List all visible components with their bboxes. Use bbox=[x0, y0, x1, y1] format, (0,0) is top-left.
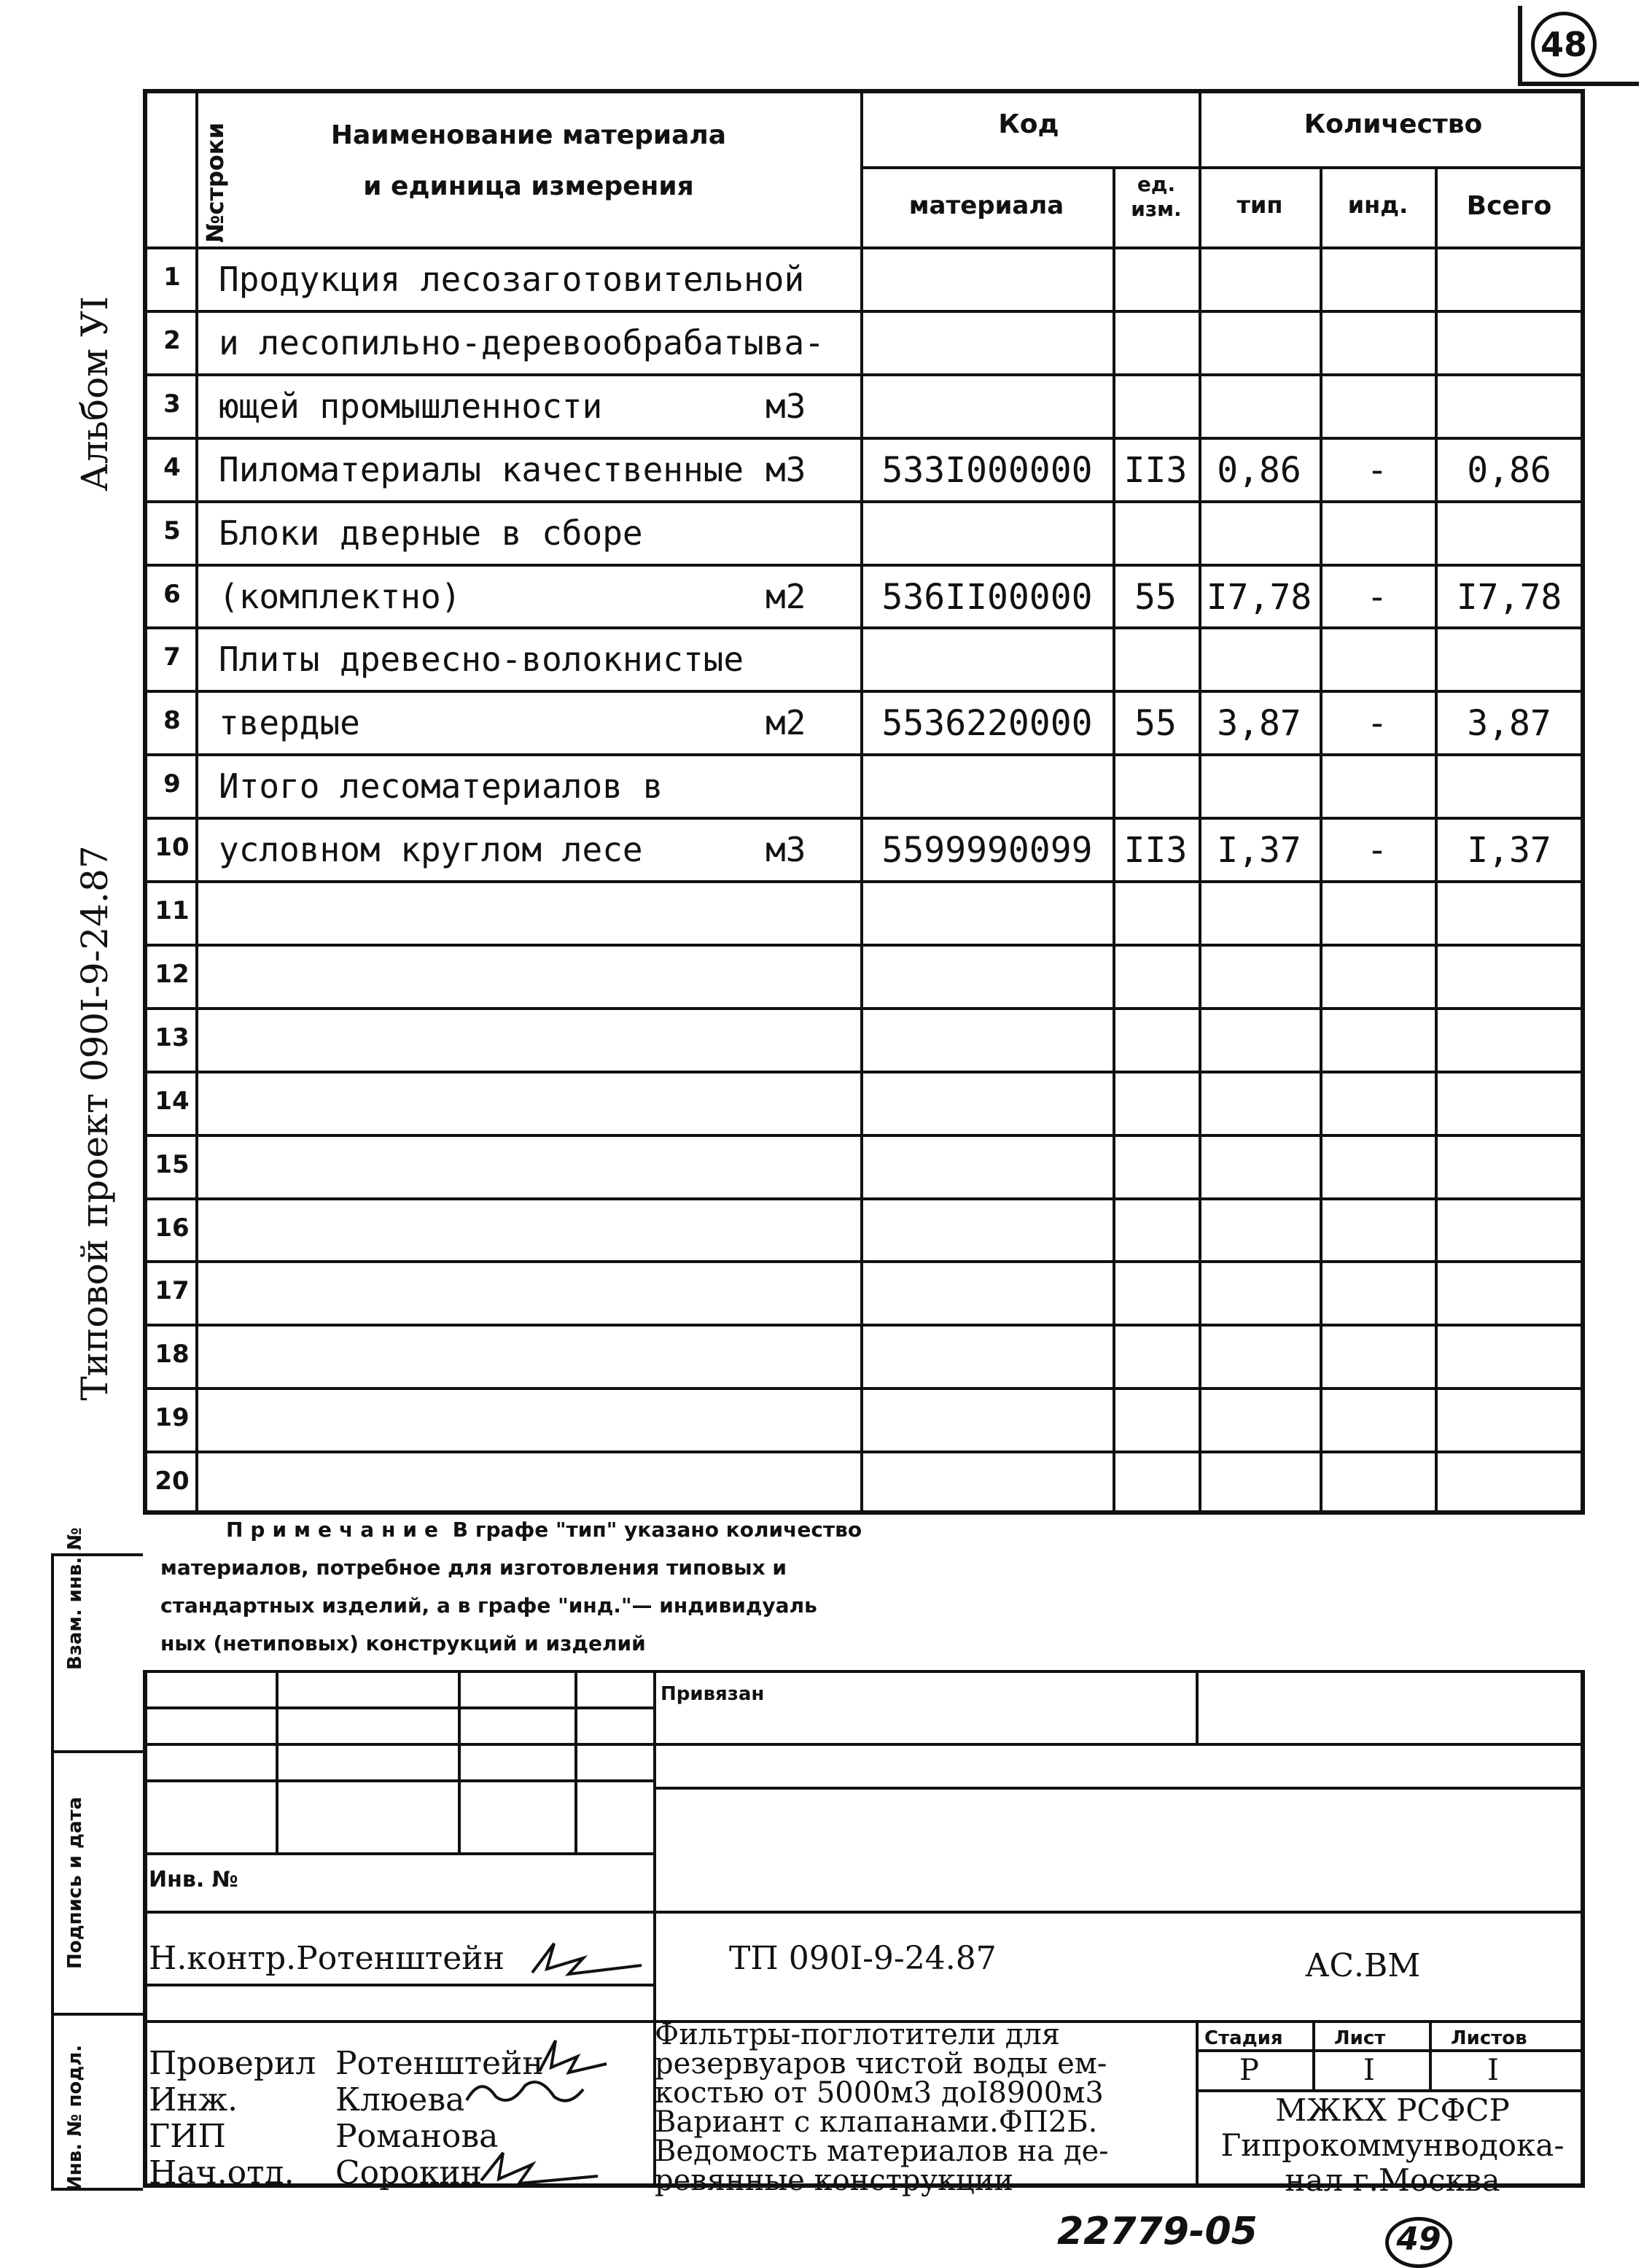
row-number: 8 bbox=[163, 706, 181, 735]
row-rule bbox=[143, 437, 1585, 440]
doc-title-line2: резервуаров чистой воды ем- bbox=[655, 2047, 1107, 2081]
material-name: ющей промышленности bbox=[219, 387, 603, 426]
signature-dept bbox=[474, 2144, 605, 2188]
row-rule bbox=[143, 880, 1585, 883]
org-line1: МЖКХ РСФСР bbox=[1275, 2092, 1510, 2128]
album-label: Альбом УI bbox=[74, 296, 116, 492]
stage-header: Стадия bbox=[1204, 2027, 1283, 2049]
material-name: Блоки дверные в сборе bbox=[219, 513, 643, 553]
row-rule bbox=[143, 564, 1585, 567]
row-number: 11 bbox=[155, 896, 190, 925]
sig-col-rule bbox=[574, 1670, 577, 1852]
col-rule-typ bbox=[1199, 89, 1201, 1514]
row-number: 5 bbox=[163, 516, 181, 545]
stamp-left-edge bbox=[51, 1553, 54, 2188]
vz-inv-label: Взам. инв. № bbox=[64, 1527, 86, 1670]
stamp-right-rule bbox=[653, 1787, 1585, 1790]
material-unit: м3 bbox=[765, 387, 806, 426]
project-label: Типовой проект 090I-9-24.87 bbox=[74, 845, 116, 1401]
dept-role: Нач.отд. bbox=[149, 2154, 295, 2191]
stamp-left-div2 bbox=[51, 2013, 143, 2016]
material-unit: м3 bbox=[765, 830, 806, 869]
stage-rule bbox=[1196, 2049, 1585, 2052]
qty-typ: 0,86 bbox=[1217, 450, 1301, 491]
row-number: 19 bbox=[155, 1403, 190, 1432]
unit-header: ед. изм. bbox=[1131, 172, 1182, 221]
qty-total: I,37 bbox=[1467, 830, 1551, 871]
row-number: 2 bbox=[163, 326, 181, 355]
org-line2: Гипрокоммунводока- bbox=[1220, 2127, 1565, 2163]
doc-title-line1: Фильтры-поглотители для bbox=[655, 2018, 1060, 2051]
material-name: Итого лесоматериалов в bbox=[219, 766, 663, 806]
stamp-right-rule bbox=[653, 1743, 1585, 1746]
row-number: 3 bbox=[163, 389, 181, 419]
sig-col-rule bbox=[276, 1670, 278, 1852]
header-subrule bbox=[860, 166, 1585, 169]
note-line2: материалов, потребное для изготовления типовых и bbox=[160, 1556, 787, 1580]
inv-no-label: Инв. № bbox=[149, 1867, 238, 1892]
row-rule bbox=[143, 310, 1585, 313]
material-name: (комплектно) bbox=[219, 577, 461, 616]
signature-eng bbox=[459, 2071, 591, 2115]
material-unit: м2 bbox=[765, 703, 806, 742]
inv-orig-label: Инв. № подл. bbox=[64, 2044, 86, 2191]
stamp-right-col bbox=[1196, 1670, 1199, 1743]
row-rule bbox=[143, 1007, 1585, 1010]
sig-row-rule bbox=[143, 2020, 653, 2023]
qty-ind: - bbox=[1366, 703, 1388, 744]
qty-total: I7,78 bbox=[1456, 577, 1562, 618]
row-number: 17 bbox=[155, 1276, 190, 1305]
sig-col-rule bbox=[458, 1670, 461, 1852]
note-line3: стандартных изделий, а в графе "инд."— индивидуаль bbox=[160, 1593, 817, 1617]
row-number: 14 bbox=[155, 1087, 190, 1116]
stamp-title-col bbox=[1196, 2020, 1199, 2188]
material-name: твердые bbox=[219, 703, 360, 742]
row-rule bbox=[143, 753, 1585, 756]
total-header: Всего bbox=[1466, 191, 1552, 221]
row-rule bbox=[143, 1197, 1585, 1200]
unit-code: 55 bbox=[1134, 577, 1177, 618]
unit-code: 55 bbox=[1134, 703, 1177, 744]
note-lead: Примечание bbox=[226, 1518, 446, 1542]
qty-total: 0,86 bbox=[1467, 450, 1551, 491]
material-code: 536II00000 bbox=[881, 577, 1093, 618]
row-rule bbox=[143, 500, 1585, 503]
code-header: Код bbox=[998, 109, 1059, 139]
row-rule bbox=[143, 690, 1585, 693]
sig-row-rule bbox=[143, 1911, 653, 1914]
doc-title-line5: Ведомость материалов на де- bbox=[655, 2135, 1109, 2168]
sheets-header: Листов bbox=[1451, 2027, 1527, 2049]
stage-value: Р bbox=[1239, 2054, 1259, 2087]
row-number: 13 bbox=[155, 1023, 190, 1052]
row-rule bbox=[143, 1324, 1585, 1327]
row-rule bbox=[143, 1071, 1585, 1073]
doc-mark: АС.ВМ bbox=[1305, 1947, 1421, 1984]
material-name: Пиломатериалы качественные bbox=[219, 450, 744, 489]
checked-name: Ротенштейн bbox=[335, 2045, 544, 2082]
row-rule bbox=[143, 1134, 1585, 1137]
unit-code: II3 bbox=[1123, 450, 1188, 491]
material-code: 533I000000 bbox=[881, 450, 1093, 491]
qty-typ: I,37 bbox=[1217, 830, 1301, 871]
row-number: 9 bbox=[163, 769, 181, 799]
qty-total: 3,87 bbox=[1467, 703, 1551, 744]
row-rule bbox=[143, 944, 1585, 947]
sheet-number: 48 bbox=[1531, 12, 1597, 77]
name-header-line1: Наименование материала bbox=[330, 120, 727, 150]
material-code: 5536220000 bbox=[881, 703, 1093, 744]
note bbox=[160, 1511, 1181, 1663]
qty-ind: - bbox=[1366, 577, 1388, 618]
row-number: 1 bbox=[163, 263, 181, 292]
row-rule bbox=[143, 1260, 1585, 1263]
inventory-code: 22779-05 bbox=[1057, 2210, 1258, 2253]
eng-name: Клюева bbox=[335, 2081, 465, 2119]
stamp-top-rule bbox=[143, 1670, 1585, 1673]
row-number: 18 bbox=[155, 1340, 190, 1369]
name-header-line2: и единица измерения bbox=[363, 171, 694, 201]
quantity-header: Количество bbox=[1304, 109, 1483, 139]
row-number: 20 bbox=[155, 1467, 190, 1496]
row-number: 10 bbox=[155, 833, 190, 862]
doc-title-line4: Вариант с клапанами.ФП2Б. bbox=[655, 2105, 1098, 2139]
stamp-left-div1 bbox=[51, 1750, 143, 1753]
eng-role: Инж. bbox=[149, 2081, 238, 2119]
sheets-value: I bbox=[1487, 2054, 1499, 2087]
attached-label: Привязан bbox=[661, 1683, 765, 1705]
organization bbox=[1203, 2093, 1582, 2198]
row-number: 6 bbox=[163, 580, 181, 609]
doc-title-line6: ревянные конструкции bbox=[655, 2164, 1014, 2197]
col-rule-code bbox=[860, 89, 863, 1514]
row-rule bbox=[143, 373, 1585, 376]
material-header: материала bbox=[908, 191, 1064, 220]
row-number: 7 bbox=[163, 642, 181, 672]
row-rule bbox=[143, 817, 1585, 820]
qty-typ: I7,78 bbox=[1206, 577, 1312, 618]
gip-name: Романова bbox=[335, 2118, 499, 2155]
material-unit: м2 bbox=[765, 577, 806, 616]
row-number: 15 bbox=[155, 1150, 190, 1179]
qty-typ: 3,87 bbox=[1217, 703, 1301, 744]
row-number: 12 bbox=[155, 960, 190, 989]
gip-role: ГИП bbox=[149, 2118, 226, 2155]
row-rule bbox=[143, 1387, 1585, 1390]
note-line1: В графе "тип" указано количество bbox=[452, 1518, 862, 1542]
bottom-number: 49 bbox=[1385, 2217, 1452, 2268]
checked-role: Проверил bbox=[149, 2045, 316, 2082]
row-rule bbox=[143, 626, 1585, 629]
doc-code: ТП 090I-9-24.87 bbox=[729, 1940, 997, 1977]
material-name: условном круглом лесе bbox=[219, 830, 643, 869]
stamp-right-rule bbox=[653, 1911, 1585, 1914]
stage-col bbox=[1429, 2020, 1432, 2089]
dept-name: Сорокин bbox=[335, 2154, 482, 2191]
material-name: и лесопильно-деревообрабатыва- bbox=[219, 323, 825, 362]
material-name: Продукция лесозаготовительной bbox=[219, 260, 805, 299]
row-number: 16 bbox=[155, 1213, 190, 1243]
unit-code: II3 bbox=[1123, 830, 1188, 871]
org-line3: нал г.Москва bbox=[1285, 2162, 1500, 2198]
row-number-header-box bbox=[198, 93, 227, 246]
row-rule bbox=[143, 1450, 1585, 1453]
sign-date-label: Подпись и дата bbox=[64, 1796, 86, 1969]
norm-control: Н.контр.Ротенштейн bbox=[149, 1940, 505, 1977]
material-unit: м3 bbox=[765, 450, 806, 489]
doc-title bbox=[655, 2020, 1109, 2195]
material-code: 5599990099 bbox=[881, 830, 1093, 871]
signature-norm-control bbox=[525, 1936, 649, 1980]
typ-header: тип bbox=[1236, 191, 1283, 219]
qty-ind: - bbox=[1366, 830, 1388, 871]
sheet-value: I bbox=[1363, 2054, 1375, 2087]
sheet-header: Лист bbox=[1334, 2027, 1386, 2049]
stage-col bbox=[1312, 2020, 1315, 2089]
sig-row-rule bbox=[143, 1852, 653, 1855]
note-line4: ных (нетиповых) конструкций и изделий bbox=[160, 1631, 646, 1655]
doc-title-line3: костью от 5000м3 доI8900м3 bbox=[655, 2076, 1104, 2110]
row-number-header: №строки bbox=[201, 122, 229, 243]
header-bottom-rule bbox=[143, 246, 1585, 249]
ind-header: инд. bbox=[1347, 191, 1409, 219]
sig-row-rule bbox=[143, 1984, 653, 1987]
row-number: 4 bbox=[163, 453, 181, 482]
material-name: Плиты древесно-волокнистые bbox=[219, 640, 744, 679]
qty-ind: - bbox=[1366, 450, 1388, 491]
